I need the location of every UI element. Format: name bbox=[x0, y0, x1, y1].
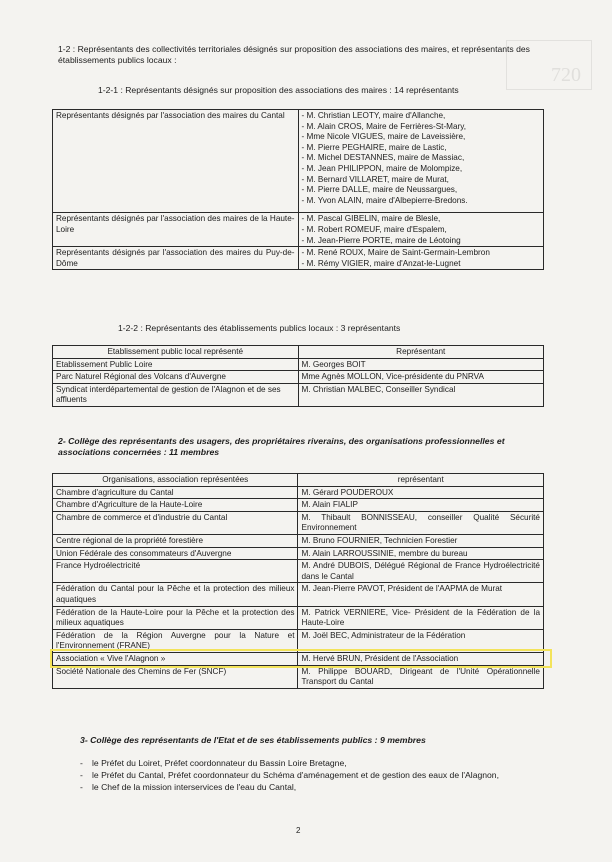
representant-cell: Mme Agnès MOLLON, Vice-présidente du PNRVA bbox=[298, 371, 543, 384]
representant-cell: M. Jean-Pierre PAVOT, Président de l'AAPMA de Murat bbox=[298, 583, 544, 606]
member-line: - M. Rémy VIGIER, maire d'Anzat-le-Lugnet bbox=[301, 258, 461, 268]
representant-cell: M. Bruno FOURNIER, Technicien Forestier bbox=[298, 534, 544, 547]
representant-cell: M. Gérard POUDEROUX bbox=[298, 486, 544, 499]
organisation-cell: Association « Vive l'Alagnon » bbox=[53, 652, 298, 665]
organisation-cell: France Hydroélectricité bbox=[53, 560, 298, 583]
member-line: - M. Alain CROS, Maire de Ferrières-St-Mary, bbox=[301, 121, 467, 131]
representant-cell: M. Christian MALBEC, Conseiller Syndical bbox=[298, 383, 543, 406]
member-line: - M. Bernard VILLARET, maire de Murat, bbox=[301, 174, 449, 184]
table-row bbox=[53, 547, 544, 560]
organisation-cell: Chambre d'Agriculture de la Haute-Loire bbox=[53, 499, 298, 512]
etablissement-cell: Etablissement Public Loire bbox=[53, 358, 299, 371]
state-representatives-list bbox=[80, 757, 550, 793]
representant-cell: M. Philippe BOUARD, Dirigeant de l'Unité Opérationnelle Transport du Cantal bbox=[298, 665, 544, 688]
list-item: - le Préfet du Loiret, Préfet coordonnateur du Bassin Loire Bretagne, bbox=[80, 757, 550, 769]
representant-cell: M. André DUBOIS, Délégué Régional de France Hydroélectricité dans le Cantal bbox=[298, 560, 544, 583]
organisation-cell: Chambre de commerce et d'industrie du Cantal bbox=[53, 511, 298, 534]
table-row bbox=[53, 247, 544, 270]
table-row bbox=[53, 383, 544, 406]
table-row bbox=[53, 511, 544, 534]
members-cell bbox=[298, 247, 544, 270]
column-header: Etablissement public local représenté bbox=[53, 346, 299, 359]
table-row bbox=[53, 665, 544, 688]
organisation-cell: Société Nationale des Chemins de Fer (SNCF) bbox=[53, 665, 298, 688]
representant-cell: M. Patrick VERNIERE, Vice- Président de la Fédération de la Haute-Loire bbox=[298, 606, 544, 629]
column-header: Représentant bbox=[298, 346, 543, 359]
organisation-cell: Union Fédérale des consommateurs d'Auvergne bbox=[53, 547, 298, 560]
member-line: - M. Michel DESTANNES, maire de Massiac, bbox=[301, 153, 465, 163]
table-row bbox=[53, 606, 544, 629]
member-line: - M. Pierre DALLE, maire de Neussargues, bbox=[301, 185, 458, 195]
representant-cell: M. Hervé BRUN, Président de l'Association bbox=[298, 652, 544, 665]
group-cell: Représentants désignés par l'association des maires du Puy-de-Dôme bbox=[53, 247, 299, 270]
table-row bbox=[53, 534, 544, 547]
etablissements-table bbox=[52, 345, 544, 407]
group-cell: Représentants désignés par l'association des maires de la Haute-Loire bbox=[53, 213, 299, 247]
member-line: - M. Christian LEOTY, maire d'Allanche, bbox=[301, 111, 446, 120]
table-row bbox=[53, 213, 544, 247]
representant-cell: M. Joël BEC, Administrateur de la Fédération bbox=[298, 629, 544, 652]
section-1-2-2-heading: 1-2-2 : Représentants des établissements publics locaux : 3 représentants bbox=[118, 323, 401, 333]
representant-cell: M. Alain FIALIP bbox=[298, 499, 544, 512]
table-row bbox=[53, 499, 544, 512]
section-1-2-1-heading: 1-2-1 : Représentants désignés sur proposition des associations des maires : 14 représentants bbox=[98, 85, 459, 95]
list-item: - le Chef de la mission interservices de l'eau du Cantal, bbox=[80, 781, 550, 793]
representant-cell: M. Alain LARROUSSINIE, membre du bureau bbox=[298, 547, 544, 560]
member-line: - M. Pierre PEGHAIRE, maire de Lastic, bbox=[301, 142, 447, 152]
highlight-box bbox=[50, 649, 552, 668]
representant-cell: M. Thibault BONNISSEAU, conseiller Qualité Sécurité Environnement bbox=[298, 511, 544, 534]
table-row bbox=[53, 560, 544, 583]
organisation-cell: Fédération de la Haute-Loire pour la Pêche et la protection des milieux aquatiques bbox=[53, 606, 298, 629]
page-number: 2 bbox=[296, 826, 301, 835]
section-3-heading: 3- Collège des représentants de l'Etat et de ses établissements publics : 9 membres bbox=[80, 735, 426, 745]
member-line: - M. Pascal GIBELIN, maire de Blesle, bbox=[301, 214, 441, 224]
organisation-cell: Fédération du Cantal pour la Pêche et la protection des milieux aquatiques bbox=[53, 583, 298, 606]
member-line: - Mme Nicole VIGUES, maire de Laveissière, bbox=[301, 132, 466, 142]
table-header-row bbox=[53, 474, 544, 487]
section-1-2-heading: 1-2 : Représentants des collectivités territoriales désignés sur proposition des associations des maires, et représentants des établissements publics locaux : bbox=[58, 44, 530, 65]
organisation-cell: Fédération de la Région Auvergne pour la Nature et l'Environnement (FRANE) bbox=[53, 629, 298, 652]
table-header-row bbox=[53, 346, 544, 359]
member-line: - M. Jean PHILIPPON, maire de Molompize, bbox=[301, 163, 463, 173]
section-2-heading: 2- Collège des représentants des usagers, des propriétaires riverains, des organisations professionnelles et associations concernées : 11 membres bbox=[58, 436, 505, 457]
member-line: - M. Jean-Pierre PORTE, maire de Léotoing bbox=[301, 235, 461, 245]
table-row bbox=[53, 371, 544, 384]
list-item: - le Préfet du Cantal, Préfet coordonnateur du Schéma d'aménagement et de gestion des eaux de l'Alagnon, bbox=[80, 769, 550, 781]
members-cell bbox=[298, 213, 544, 247]
representant-cell: M. Georges BOIT bbox=[298, 358, 543, 371]
table-row bbox=[53, 583, 544, 606]
member-line: - M. René ROUX, Maire de Saint-Germain-Lembron bbox=[301, 248, 490, 258]
member-line: - M. Robert ROMEUF, maire d'Espalem, bbox=[301, 224, 447, 234]
member-line: - M. Yvon ALAIN, maire d'Albepierre-Bredons. bbox=[301, 195, 468, 205]
table-row bbox=[53, 110, 544, 213]
column-header: représentant bbox=[298, 474, 544, 487]
mayors-table bbox=[52, 109, 544, 270]
table-row bbox=[53, 486, 544, 499]
show-through-stamp: 720 bbox=[506, 40, 592, 90]
organisation-cell: Centre régional de la propriété forestière bbox=[53, 534, 298, 547]
members-cell bbox=[298, 110, 544, 213]
organisation-cell: Chambre d'agriculture du Cantal bbox=[53, 486, 298, 499]
group-cell: Représentants désignés par l'association des maires du Cantal bbox=[53, 110, 299, 213]
table-row bbox=[53, 358, 544, 371]
etablissement-cell: Parc Naturel Régional des Volcans d'Auvergne bbox=[53, 371, 299, 384]
column-header: Organisations, association représentées bbox=[53, 474, 298, 487]
etablissement-cell: Syndicat interdépartemental de gestion de l'Alagnon et de ses affluents bbox=[53, 383, 299, 406]
